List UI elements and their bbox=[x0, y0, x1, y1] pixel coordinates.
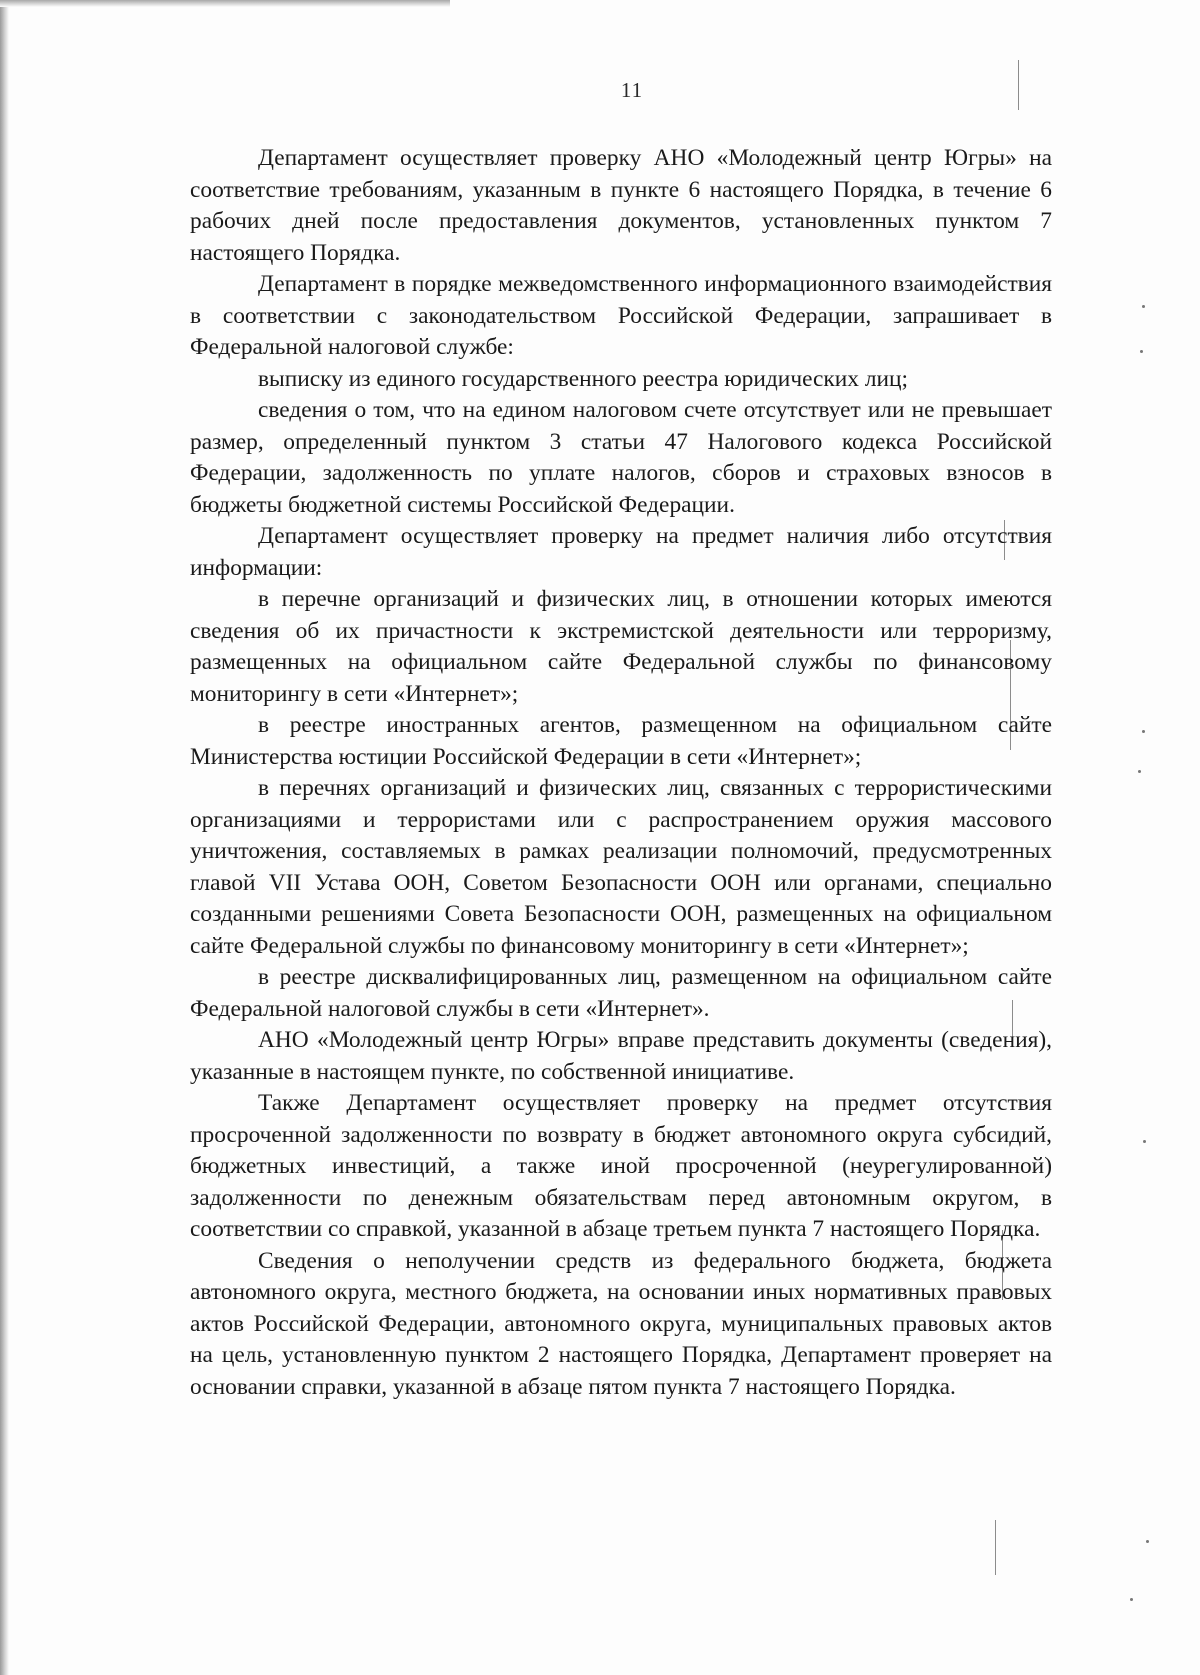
scan-speck bbox=[1130, 1598, 1133, 1601]
paragraph: АНО «Молодежный центр Югры» вправе представить документы (сведения), указанные в настоящем пункте, по собственной инициативе. bbox=[190, 1027, 1052, 1085]
paragraph: Также Департамент осуществляет проверку на предмет отсутствия просроченной задолженности по возврату в бюджет автономного округа субсидий, бюджетных инвестиций, а также иной просроченной (неурегулированной) задолженности по денежным обязательствам перед автономным округом, в соответствии со справкой, указанной в абзаце третьем пункта 7 настоящего Порядка. bbox=[190, 1090, 1052, 1242]
paragraph: в перечне организаций и физических лиц, в отношении которых имеются сведения об их причастности к экстремистской деятельности или терроризму, размещенных на официальном сайте Федеральной службы по финансовому мониторингу в сети «Интернет»; bbox=[190, 586, 1052, 707]
paragraph: Департамент в порядке межведомственного информационного взаимодействия в соответствии с законодательством Российской Федерации, запрашивает в Федеральной налоговой службе: bbox=[190, 271, 1052, 360]
document-body bbox=[190, 143, 1052, 1403]
scan-speck bbox=[1143, 1140, 1146, 1143]
scan-edge-left bbox=[0, 0, 9, 1675]
paragraph: в перечнях организаций и физических лиц, связанных с террористическими организациями и террористами или с распространением оружия массового уничтожения, составляемых в рамках реализации полномочий, предусмотренных главой VII Устава ООН, Советом Безопасности ООН или органами, специально созданными решениями Совета Безопасности ООН, размещенных на официальном сайте Федеральной службы по финансовому мониторингу в сети «Интернет»; bbox=[190, 775, 1052, 959]
paragraph: Департамент осуществляет проверку АНО «Молодежный центр Югры» на соответствие требованиям, указанным в пункте 6 настоящего Порядка, в течение 6 рабочих дней после предоставления документов, установленных пунктом 7 настоящего Порядка. bbox=[190, 145, 1052, 266]
scan-speck bbox=[1142, 730, 1145, 733]
scan-speck bbox=[1142, 305, 1145, 308]
paragraph: выписку из единого государственного реестра юридических лиц; bbox=[258, 365, 909, 392]
page-number: 11 bbox=[620, 78, 644, 102]
paragraph: в реестре иностранных агентов, размещенном на официальном сайте Министерства юстиции Российской Федерации в сети «Интернет»; bbox=[190, 712, 1052, 770]
paragraph: сведения о том, что на едином налоговом счете отсутствует или не превышает размер, определенный пунктом 3 статьи 47 Налогового кодекса Российской Федерации, задолженность по уплате налогов, сборов и страховых взносов в бюджеты бюджетной системы Российской Федерации. bbox=[190, 397, 1052, 518]
scan-edge-top bbox=[0, 0, 450, 7]
paragraph: Сведения о неполучении средств из федерального бюджета, бюджета автономного округа, местного бюджета, на основании иных нормативных правовых актов Российской Федерации, автономного округа, муниципальных правовых актов на цель, установленную пунктом 2 настоящего Порядка, Департамент проверяет на основании справки, указанной в абзаце пятом пункта 7 настоящего Порядка. bbox=[190, 1247, 1052, 1400]
scan-speck bbox=[1140, 350, 1143, 353]
paragraph: Департамент осуществляет проверку на предмет наличия либо отсутствия информации: bbox=[190, 523, 1052, 581]
scan-speck bbox=[1138, 770, 1141, 773]
scan-streak bbox=[995, 1520, 996, 1575]
scan-speck bbox=[1146, 1540, 1149, 1543]
paragraph: в реестре дисквалифицированных лиц, размещенном на официальном сайте Федеральной налоговой службы в сети «Интернет». bbox=[190, 964, 1052, 1022]
